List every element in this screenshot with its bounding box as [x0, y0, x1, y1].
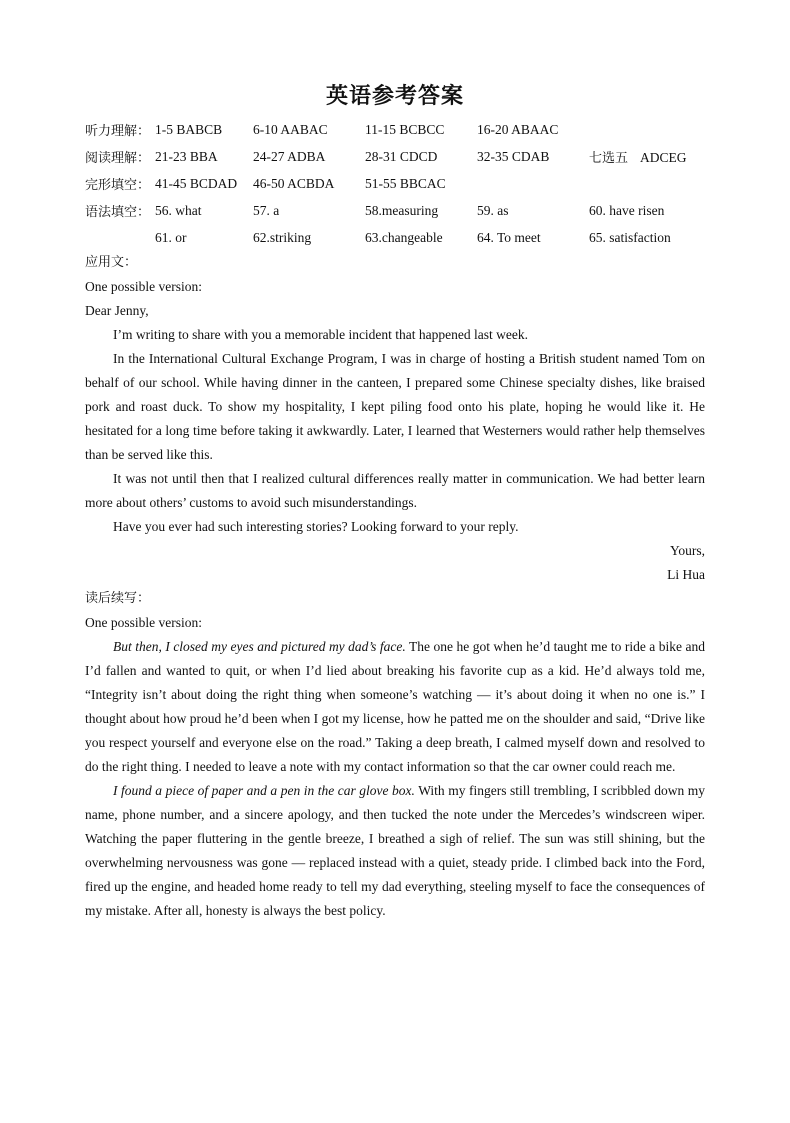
- answer-row-grammar: [85, 197, 705, 224]
- row-label: 阅读理解：: [85, 151, 151, 166]
- answer-cell: 28-31 CDCD: [365, 148, 438, 164]
- answer-row-cloze: [85, 170, 705, 197]
- row-label: 听力理解：: [85, 124, 151, 139]
- answer-cell: 11-15 BCBCC: [365, 121, 445, 137]
- continuation-writing: [85, 587, 705, 923]
- answer-cell: 46-50 ACBDA: [253, 175, 335, 191]
- answer-cell: 60. have risen: [589, 202, 665, 218]
- letter-greeting: Dear Jenny,: [85, 303, 149, 318]
- seven-choose-five: [589, 147, 705, 166]
- paragraph-body: With my fingers still trembling, I scribbled down my name, phone number, and a sincere apology, and then tucked the note under the Mercedes’s windscreen wiper. Watching the paper fluttering in the gentle breeze, I breathed a sigh of relief. The sun was still shining, but the overwhelming nervousness was gone — replaced instead with a quiet, steady pride. I climbed back into the Ford, fired up the engine, and headed home ready to tell my dad everything, steeling myself to face the consequences of my mistake. After all, honesty is always the best policy.: [85, 783, 705, 918]
- row-label: 完形填空：: [85, 178, 151, 193]
- answer-cell: 58.measuring: [365, 202, 439, 218]
- paragraph-lead: I found a piece of paper and a pen in the car glove box.: [113, 783, 415, 798]
- paragraph: Have you ever had such interesting stories? Looking forward to your reply.: [113, 519, 519, 534]
- version-label: One possible version:: [85, 279, 202, 294]
- paragraph: [85, 635, 705, 779]
- section-heading: 读后续写：: [85, 591, 151, 606]
- answer-sheet: [85, 80, 705, 923]
- answer-row-listening: [85, 116, 705, 143]
- answer-cell: 6-10 AABAC: [253, 121, 328, 137]
- version-label: One possible version:: [85, 615, 202, 630]
- answer-cell: 62.striking: [253, 229, 312, 245]
- section-heading: 应用文：: [85, 255, 138, 270]
- answer-cell: 1-5 BABCB: [155, 121, 223, 137]
- paragraph: It was not until then that I realized cultural differences really matter in communication. We had better learn more about others’ customs to avoid such misunderstandings.: [85, 471, 705, 510]
- letter-closing: Yours,: [669, 543, 705, 558]
- paragraph-lead: But then, I closed my eyes and pictured my dad’s face.: [113, 639, 406, 654]
- answer-cell: 64. To meet: [477, 229, 541, 245]
- answer-cell: 63.changeable: [365, 229, 443, 245]
- letter-signature: Li Hua: [667, 567, 705, 582]
- answer-cell: 59. as: [477, 202, 509, 218]
- answer-cell: 57. a: [253, 202, 280, 218]
- extra-value: ADCEG: [640, 150, 687, 165]
- answer-cell: 16-20 ABAAC: [477, 121, 559, 137]
- practical-writing: [85, 251, 705, 587]
- paragraph-body: The one he got when he’d taught me to ride a bike and I’d fallen and wanted to quit, or when I’d lied about breaking his favorite cup as a kid. He’d always told me, “Integrity isn’t about doing the right thing when someone’s watching — it’s about doing it when no one is.” I thought about how proud he’d been when I got my license, how he patted me on the shoulder and said, “Drive like you respect yourself and everyone else on the road.” Taking a deep breath, I calmed myself down and resolved to do the right thing. I needed to leave a note with my contact information so that the car owner could reach me.: [85, 639, 705, 774]
- row-label: 语法填空：: [85, 205, 151, 220]
- extra-label: 七选五: [589, 151, 629, 166]
- answer-cell: 41-45 BCDAD: [155, 175, 238, 191]
- paragraph: In the International Cultural Exchange Program, I was in charge of hosting a British student named Tom on behalf of our school. While having dinner in the canteen, I prepared some Chinese specialty dishes, like braised pork and roast duck. To show my hospitality, I kept piling food onto his plate, hoping he would like it. He hesitated for a long time before taking it awkwardly. Later, I learned that Westerners would rather help themselves than be served like this.: [85, 351, 705, 462]
- page-title: 英语参考答案: [325, 84, 464, 109]
- answer-cell: 24-27 ADBA: [253, 148, 326, 164]
- answer-cell: 21-23 BBA: [155, 148, 218, 164]
- answer-cell: 56. what: [155, 202, 202, 218]
- answer-table: [85, 116, 705, 251]
- answer-cell: 65. satisfaction: [589, 229, 671, 245]
- paragraph: [85, 779, 705, 923]
- paragraph: I’m writing to share with you a memorable incident that happened last week.: [113, 327, 528, 342]
- answer-cell: 61. or: [155, 229, 187, 245]
- answer-row-reading: [85, 143, 705, 170]
- answer-row-grammar-cont: [85, 224, 705, 251]
- answer-cell: 51-55 BBCAC: [365, 175, 446, 191]
- answer-cell: 32-35 CDAB: [477, 148, 550, 164]
